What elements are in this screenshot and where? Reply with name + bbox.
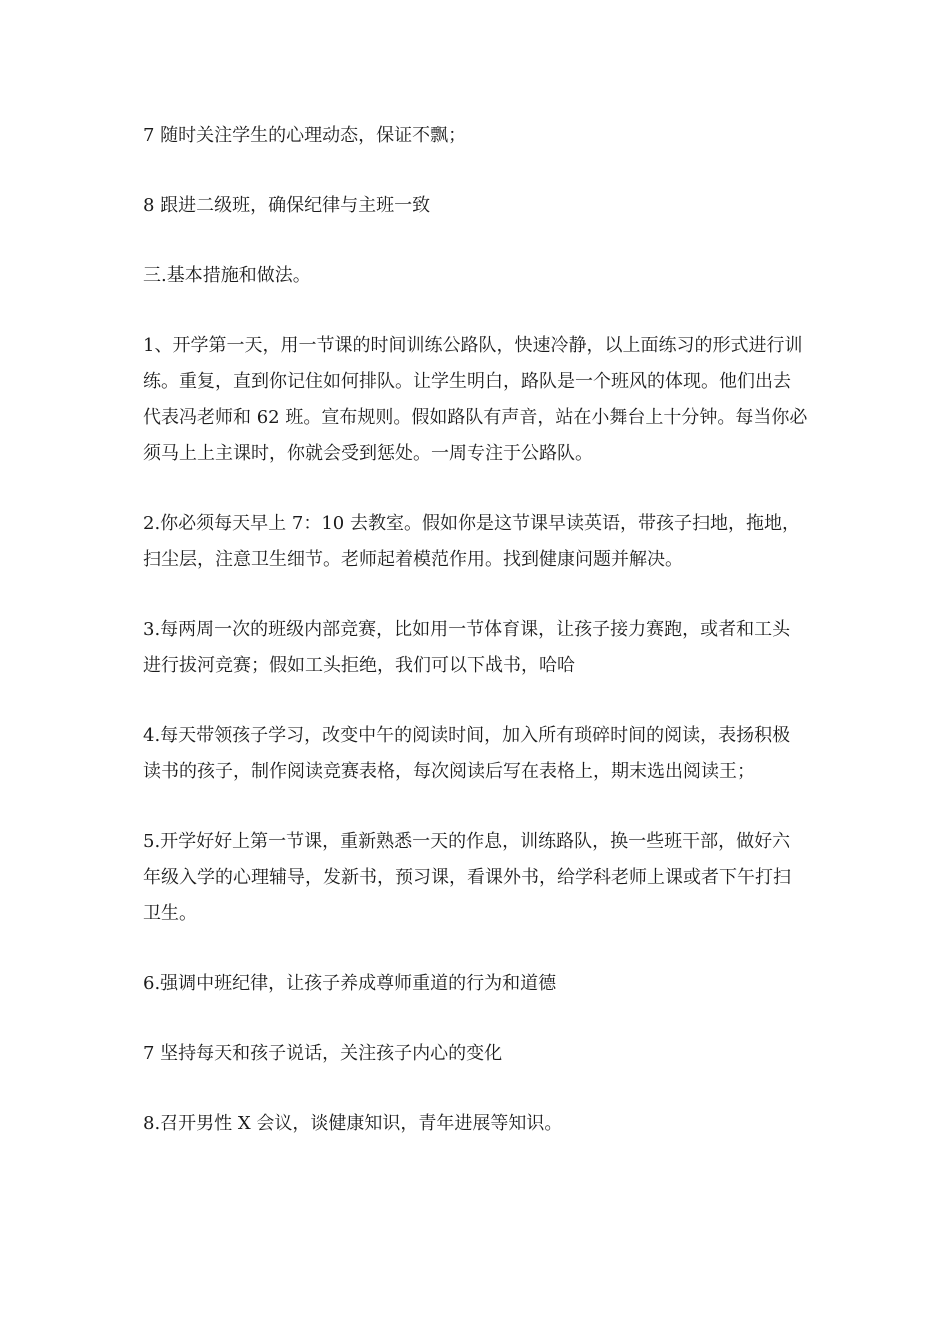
paragraph-measure-8: 8.召开男性 X 会议，谈健康知识，青年进展等知识。 xyxy=(143,1113,563,1134)
paragraph-item-8-follow-up: 8 跟进二级班，确保纪律与主班一致 xyxy=(143,195,431,216)
paragraph-measure-1: 1、开学第一天，用一节课的时间训练公路队，快速冷静，以上面练习的形式进行训练。重复，直到你记住如何排队。让学生明白，路队是一个班风的体现。他们出去代表冯老师和 62 班。宣布规则。假如路队有声音，站在小舞台上十分钟。每当你必须马上上主课时，你就会受到惩处。一周专注于公路队。 xyxy=(143,335,808,464)
paragraph-measure-4: 4.每天带领孩子学习，改变中午的阅读时间，加入所有琐碎时间的阅读，表扬积极读书的孩子，制作阅读竞赛表格，每次阅读后写在表格上，期末选出阅读王； xyxy=(143,725,791,782)
paragraph-item-7-attention: 7 随时关注学生的心理动态，保证不飘； xyxy=(143,125,467,146)
paragraph-measure-7: 7 坚持每天和孩子说话，关注孩子内心的变化 xyxy=(143,1043,503,1064)
paragraph-measure-6: 6.强调中班纪律，让孩子养成尊师重道的行为和道德 xyxy=(143,973,557,994)
document-body xyxy=(143,118,808,1176)
paragraph-measure-2: 2.你必须每天早上 7：10 去教室。假如你是这节课早读英语，带孩子扫地，拖地，扫尘层，注意卫生细节。老师起着模范作用。找到健康问题并解决。 xyxy=(143,513,800,570)
paragraph-measure-5: 5.开学好好上第一节课，重新熟悉一天的作息，训练路队，换一些班干部，做好六年级入学的心理辅导，发新书，预习课，看课外书，给学科老师上课或者下午打扫卫生。 xyxy=(143,831,791,924)
section-heading-measures: 三.基本措施和做法。 xyxy=(143,265,311,286)
paragraph-measure-3: 3.每两周一次的班级内部竞赛，比如用一节体育课，让孩子接力赛跑，或者和工头进行拔河竞赛；假如工头拒绝，我们可以下战书，哈哈 xyxy=(143,619,791,676)
